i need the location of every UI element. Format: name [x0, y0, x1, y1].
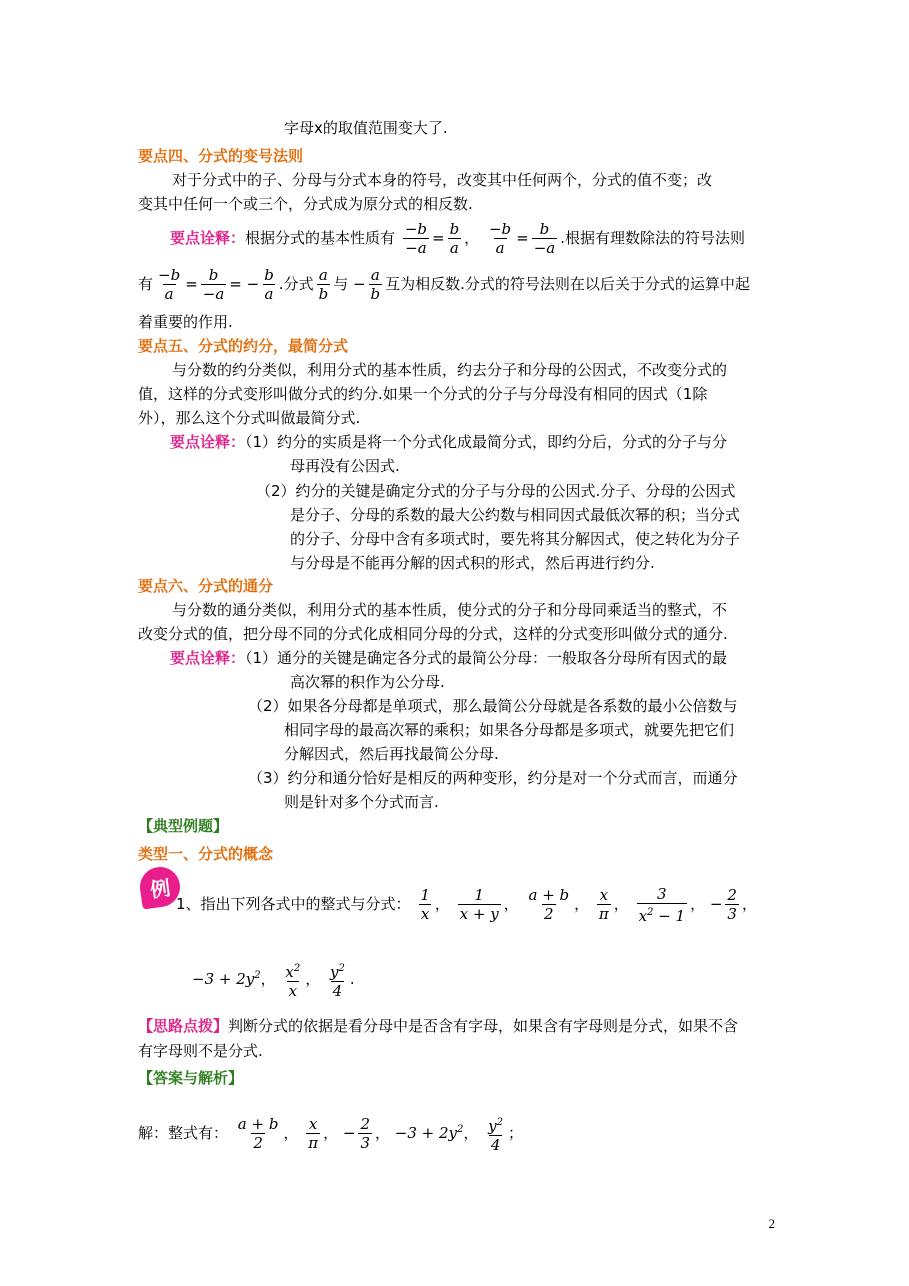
- hint-line: 有字母则不是分式.: [138, 1042, 263, 1060]
- page-number: 2: [768, 1216, 775, 1231]
- note-label: 要点诠释：: [170, 229, 246, 247]
- fraction: $\frac{1}{x + y}$: [459, 886, 499, 923]
- note-line: 是分子、分母的系数的最大公约数与相同因式最低次幂的积；当分式: [290, 506, 741, 524]
- fraction: $\frac{x}{\pi}$: [598, 886, 609, 923]
- solution-text: 解：整式有：: [138, 1124, 229, 1142]
- solution-line: 解：整式有： $\frac{a + b}{2}$ ， $\frac{x}{\pi}$ ， − $\frac{2}{3}$ ， $-3 + 2y^2$， $\frac{y^2}{4}$ ；: [138, 1115, 524, 1154]
- note-line: 要点诠释：根据分式的基本性质有 $\frac{-b}{-a}$ = $\frac{b}{a}$ ， $\frac{-b}{a}$ = $\frac{b}{-a}$ .根据有理数除法的符号法则: [170, 220, 745, 257]
- section-heading-6: 要点六、分式的通分: [138, 577, 274, 595]
- note-line: 有 $\frac{-b}{a}$ = $\frac{b}{-a}$ = − $\frac{b}{a}$ .分式 $\frac{a}{b}$ 与 − $\frac{a}{b}$ 互为相反数.分式的符号法则在以后关于分式的运算中起: [138, 266, 750, 303]
- paragraph-line: 着重要的作用.: [138, 313, 233, 331]
- fraction: $\frac{a + b}{2}$: [528, 886, 570, 923]
- example-badge: 例: [137, 864, 182, 909]
- fraction: $\frac{2}{3}$: [360, 1115, 370, 1152]
- fraction: $\frac{b}{-a}$: [533, 220, 556, 257]
- paragraph-line: 对于分式中的子、分母与分式本身的符号，改变其中任何两个，分式的值不变；改: [172, 171, 713, 189]
- fraction: $\frac{b}{a}$: [449, 220, 460, 257]
- note-label: 要点诠释：: [170, 433, 246, 451]
- note-line: 则是针对多个分式而言.: [284, 793, 439, 811]
- note-text: （1）通分的关键是确定各分式的最简公分母：一般取各分母所有因式的最: [245, 649, 728, 667]
- note-text: .根据有理数除法的符号法则: [560, 229, 745, 247]
- note-line: （3）约分和通分恰好是相反的两种变形，约分是对一个分式而言，而通分: [248, 769, 738, 787]
- note-text: 有: [138, 275, 154, 293]
- note-text: 根据分式的基本性质有: [245, 229, 396, 247]
- note-line: 相同字母的最高次幂的乘积；如果各分母都是多项式，就要先把它们: [284, 721, 735, 739]
- note-text: （1）约分的实质是将一个分式化成最简分式，即约分后，分式的分子与分: [245, 433, 728, 451]
- note-text: 与: [333, 275, 349, 293]
- paragraph-line: 变其中任何一个或三个，分式成为原分式的相反数.: [138, 195, 473, 213]
- hint-line: [138, 1016, 738, 1036]
- section-heading-5: 要点五、分式的约分，最简分式: [138, 337, 349, 355]
- examples-heading: 【典型例题】: [138, 817, 229, 835]
- fraction: $\frac{b}{a}$: [264, 266, 274, 303]
- question-line: 1、指出下列各式中的整式与分式： $\frac{1}{x}$ ， $\frac{1}{x + y}$ ， $\frac{a + b}{2}$ ， $\frac{x}{\pi}$ ， $\frac{3}{x^2 - 1}$ ， − $\frac{2}{3}$ ，: [176, 884, 757, 925]
- hint-text: 判断分式的依据是看分母中是否含有字母，如果含有字母则是分式，如果不含: [228, 1017, 739, 1035]
- paragraph-line: 与分数的约分类似，利用分式的基本性质，约去分子和分母的公因式，不改变分式的: [172, 361, 728, 379]
- answer-heading: 【答案与解析】: [138, 1069, 244, 1087]
- question-line: $-3 + 2y^2$， $\frac{x^2}{x}$ ， $\frac{y^2}{4}$ .: [192, 952, 355, 1003]
- note-text: 互为相反数.分式的符号法则在以后关于分式的运算中起: [385, 275, 750, 293]
- fraction: $\frac{a + b}{2}$: [237, 1115, 279, 1152]
- fraction: $\frac{a}{b}$: [370, 266, 381, 303]
- note-line: [170, 432, 727, 452]
- paragraph-line: 改变分式的值，把分母不同的分式化成相同分母的分式，这样的分式变形叫做分式的通分.: [138, 625, 728, 643]
- fraction: $\frac{-b}{a}$: [158, 266, 181, 303]
- section-heading-4: 要点四、分式的变号法则: [138, 147, 304, 165]
- type-heading: 类型一、分式的概念: [138, 845, 274, 863]
- note-line: 母再没有公因式.: [290, 457, 400, 475]
- fraction: $\frac{1}{x}$: [420, 886, 430, 923]
- fraction: $\frac{a}{b}$: [318, 266, 329, 303]
- note-text: .分式: [278, 275, 314, 293]
- hint-label: 【思路点拨】: [138, 1017, 229, 1035]
- paragraph-line: 外），那么这个分式叫做最简分式.: [138, 409, 361, 427]
- fraction: $\frac{x}{\pi}$: [308, 1115, 319, 1152]
- note-line: 高次幂的积作为公分母.: [290, 673, 445, 691]
- fraction: $\frac{-b}{-a}$: [404, 220, 427, 257]
- note-label: 要点诠释：: [170, 649, 246, 667]
- note-line: 与分母是不能再分解的因式积的形式，然后再进行约分.: [290, 554, 655, 572]
- note-line: 分解因式，然后再找最简公分母.: [284, 745, 499, 763]
- question-text: 1、指出下列各式中的整式与分式：: [176, 895, 411, 913]
- note-line: （2）约分的关键是确定分式的分子与分母的公因式.分子、分母的公因式: [256, 482, 736, 500]
- note-line: [170, 648, 727, 668]
- paragraph-line: 与分数的通分类似，利用分式的基本性质，使分式的分子和分母同乘适当的整式，不: [172, 601, 728, 619]
- top-line: 字母x的取值范围变大了.: [284, 119, 448, 137]
- fraction: $\frac{y^2}{4}$: [488, 1116, 504, 1154]
- paragraph-line: 值，这样的分式变形叫做分式的约分.如果一个分式的分子与分母没有相同的因式（1除: [138, 385, 708, 403]
- fraction: $\frac{y^2}{4}$: [330, 962, 345, 1000]
- note-line: 的分子、分母中含有多项式时，要先将其分解因式，使之转化为分子: [290, 530, 741, 548]
- fraction: $\frac{x^2}{x}$: [285, 962, 301, 1000]
- fraction: $\frac{-b}{a}$: [488, 220, 512, 257]
- note-line: （2）如果各分母都是单项式，那么最简公分母就是各系数的最小公倍数与: [248, 697, 738, 715]
- fraction: $\frac{b}{-a}$: [202, 266, 225, 303]
- fraction: $\frac{2}{3}$: [727, 886, 737, 923]
- fraction: $\frac{3}{x^2 - 1}$: [638, 884, 686, 925]
